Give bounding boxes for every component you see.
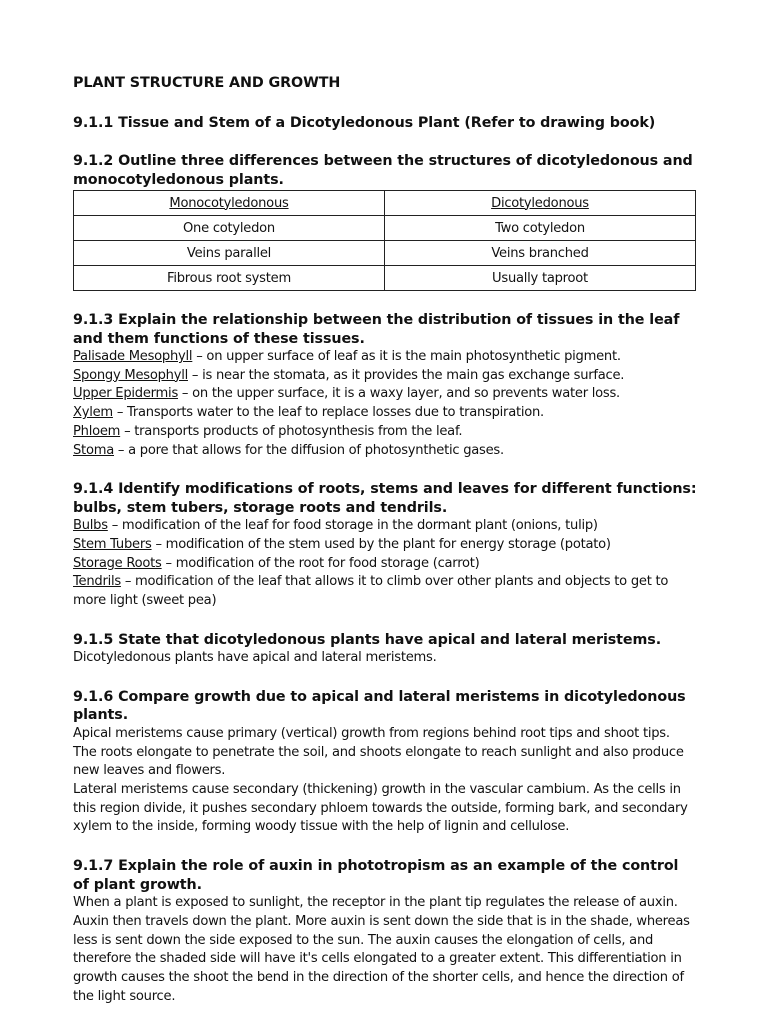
list-item [73,555,697,574]
term: Xylem [73,405,113,421]
definition: – on the upper surface, it is a waxy layer, and so prevents water loss. [178,386,620,402]
list-item [73,348,697,367]
section-9-1-5 [73,631,697,668]
section-9-1-1-heading: 9.1.1 Tissue and Stem of a Dicotyledonous Plant (Refer to drawing book) [73,114,656,131]
list-item [73,536,697,555]
term: Phloem [73,423,121,439]
section-9-1-7 [73,857,697,1006]
term: Upper Epidermis [73,386,179,402]
comparison-table [73,190,696,291]
table-cell: One cotyledon [74,216,385,241]
term: Stem Tubers [73,536,152,552]
term: Stoma [73,442,114,458]
table-row [74,266,696,291]
definition: – is near the stomata, as it provides the main gas exchange surface. [187,367,625,383]
section-9-1-3 [73,311,697,460]
paragraph: Apical meristems cause primary (vertical) growth from regions behind root tips and shoot tips. The roots elongate to penetrate the soil, and shoots elongate to reach sunlight and also produce new leaves and flowers. [73,725,684,779]
section-9-1-3-heading: 9.1.3 Explain the relationship between the distribution of tissues in the leaf and them functions of these tissues. [73,312,680,347]
table-cell: Two cotyledon [385,216,696,241]
section-9-1-6 [73,688,697,837]
section-9-1-7-heading: 9.1.7 Explain the role of auxin in phototropism as an example of the control of plant growth. [73,858,679,893]
term: Storage Roots [73,555,162,571]
paragraph: Lateral meristems cause secondary (thickening) growth in the vascular cambium. As the cells in this region divide, it pushes secondary phloem towards the outside, forming bark, and secondary xylem to the inside, forming woody tissue with the help of lignin and cellulose. [73,782,688,835]
list-item [73,442,697,461]
table-cell: Veins parallel [74,241,385,266]
page-title: PLANT STRUCTURE AND GROWTH [73,75,341,91]
section-9-1-5-heading: 9.1.5 State that dicotyledonous plants have apical and lateral meristems. [73,631,662,648]
section-9-1-2-heading: 9.1.2 Outline three differences between the structures of dicotyledonous and monocotyledonous plants. [73,153,693,188]
section-9-1-6-heading: 9.1.6 Compare growth due to apical and lateral meristems in dicotyledonous plants. [73,688,686,724]
definition: – on upper surface of leaf as it is the main photosynthetic pigment. [192,349,621,364]
list-item [73,385,697,404]
definition: – modification of the leaf for food storage in the dormant plant (onions, tulip) [107,518,598,534]
table-cell: Usually taproot [385,266,696,291]
term: Palisade Mesophyll [73,349,193,364]
definition: – modification of the leaf that allows it to climb over other plants and objects to get to more light (sweet pea) [73,574,669,609]
list-item [73,517,697,536]
table-row [74,241,696,266]
definition: – transports products of photosynthesis from the leaf. [120,423,463,439]
paragraph: When a plant is exposed to sunlight, the receptor in the plant tip regulates the release of auxin. Auxin then travels down the plant. More auxin is sent down the side that is in the shade, whereas less is sent down the side exposed to the sun. The auxin causes the elongation of cells, and therefore the shaded side will have it's cells elongated to a greater extent. This differentiation in growth causes the shoot the bend in the direction of the shorter cells, and hence the direction of the light source. [73,895,690,1004]
term: Tendrils [73,574,121,590]
list-item [73,367,697,386]
table-header-row [74,191,696,216]
definition: – modification of the stem used by the plant for energy storage (potato) [151,536,611,552]
table-header-cell: Monocotyledonous [74,191,385,216]
definition: – Transports water to the leaf to replace losses due to transpiration. [112,405,544,421]
term: Spongy Mesophyll [73,367,188,383]
paragraph: Dicotyledonous plants have apical and lateral meristems. [73,650,437,666]
definition: – a pore that allows for the diffusion of photosynthetic gases. [114,442,504,458]
table-header-cell: Dicotyledonous [385,191,696,216]
document-page [73,74,697,1006]
section-9-1-4 [73,480,697,611]
table-cell: Veins branched [385,241,696,266]
term: Bulbs [73,518,108,534]
section-9-1-2 [73,152,697,291]
table-cell: Fibrous root system [74,266,385,291]
list-item [73,423,697,442]
definition: – modification of the root for food storage (carrot) [161,555,480,571]
table-row [74,216,696,241]
list-item [73,573,697,610]
list-item [73,404,697,423]
section-9-1-4-heading: 9.1.4 Identify modifications of roots, stems and leaves for different functions: bulbs, stem tubers, storage roots and tendrils. [73,481,697,516]
